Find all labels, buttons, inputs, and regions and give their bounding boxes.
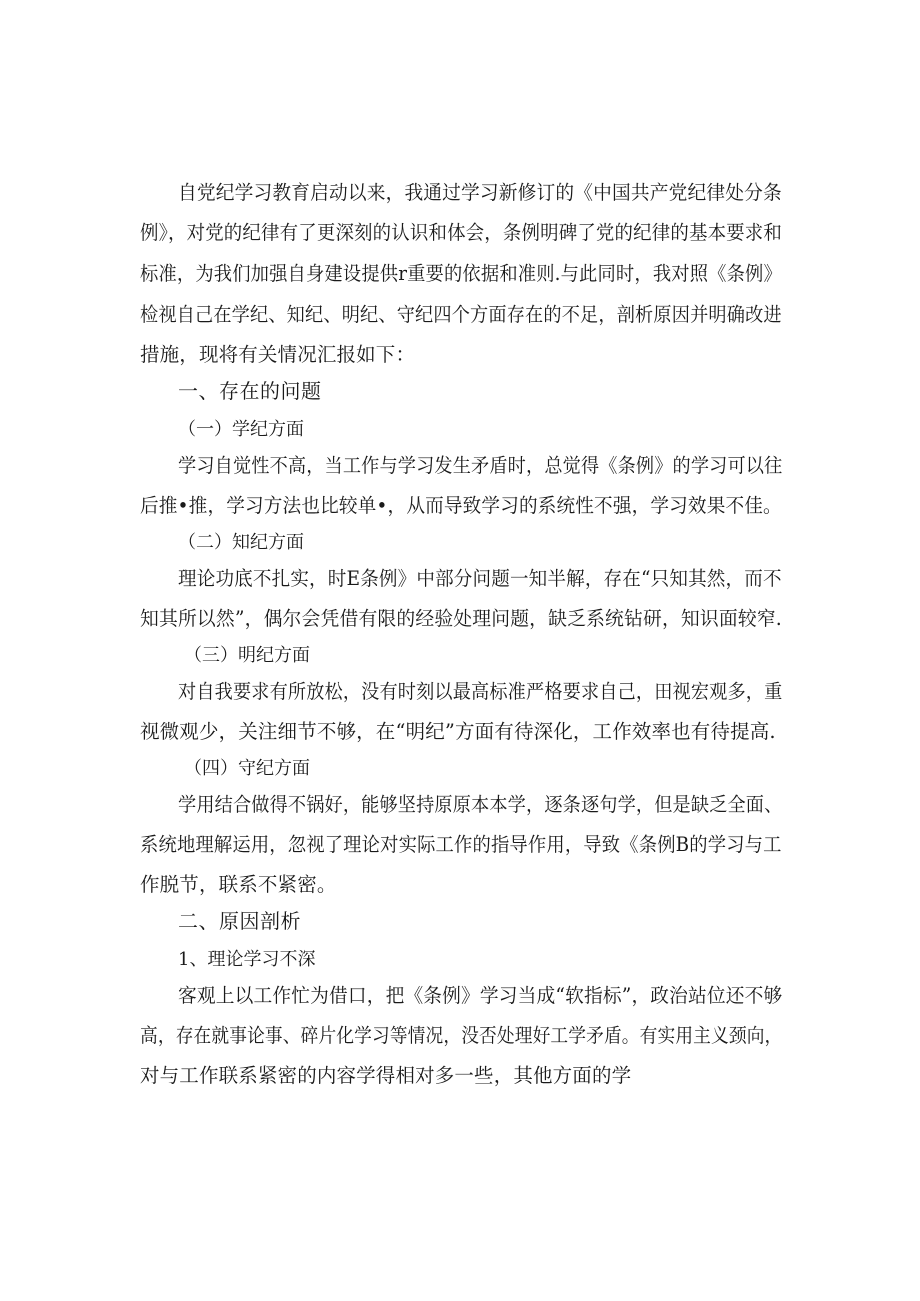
intro-line: 自党纪学习教育启动以来，我通过学习新修订的《中国共产党纪律处分条 [178,181,782,204]
section-heading: 一、存在的问题 [178,379,322,403]
paragraph-line: 学用结合做得不锅好，能够坚持原原本本学，逐条逐句学，但是缺乏全面、 [178,793,783,816]
subsection-title: （一）学纪方面 [178,419,304,440]
subsection-title: （三）明纪方面 [184,645,310,666]
subsection-title: （四）守纪方面 [184,758,310,779]
paragraph-line: 客观上以工作忙为借口，把《条例》学习当成“软指标”，政治站位还不够 [178,984,783,1007]
paragraph-line: 高，存在就事论事、碎片化学习等情况，没否处理好工学矛盾。有实用主义颈向， [140,1024,783,1047]
paragraph-line: 对与工作联系紧密的内容学得相对多一些，其他方面的学 [140,1064,632,1087]
subsection-title: （二）知纪方面 [178,532,304,553]
paragraph-line: 知其所以然”，偶尔会凭借有限的经验处理问题，缺乏系统钻研，知识面较窄. [140,607,782,630]
intro-line: 措施，现将有关情况汇报如下： [140,343,416,366]
section-heading: 二、原因剖析 [178,909,301,933]
paragraph-line: 后推•推，学习方法也比较单•，从而导致学习的系统性不强，学习效果不佳。 [140,494,782,517]
intro-line: 标准，为我们加强自身建设提供r重要的依据和准则.与此同时，我对照《条例》 [140,262,782,285]
paragraph-line: 系统地理解运用，忽视了理论对实际工作的指导作用，导致《条例B的学习与工 [140,833,782,856]
paragraph-line: 学习自觉性不高，当工作与学习发生矛盾时，总觉得《条例》的学习可以往 [178,454,783,477]
paragraph-line: 理论功底不扎实，时E条例》中部分问题一知半解，存在“只知其然，而不 [178,567,782,590]
intro-line: 例》，对党的纪律有了更深刻的认识和体会，条例明碑了党的纪律的基本要求和 [140,221,783,244]
paragraph-line: 视微观少，关注细节不够，在“明纪”方面有待深化，工作效率也有待提高. [140,720,776,743]
intro-line: 检视自己在学纪、知纪、明纪、守纪四个方面存在的不足，剖析原因并明确改进 [140,303,782,326]
paragraph-line: 作脱节，联系不紧密。 [140,873,337,896]
paragraph-line: 对自我要求有所放松，没有时刻以最高标准严格要求自己，田视宏观多，重 [178,680,783,703]
subsection-title: 1、理论学习不深 [178,949,316,970]
